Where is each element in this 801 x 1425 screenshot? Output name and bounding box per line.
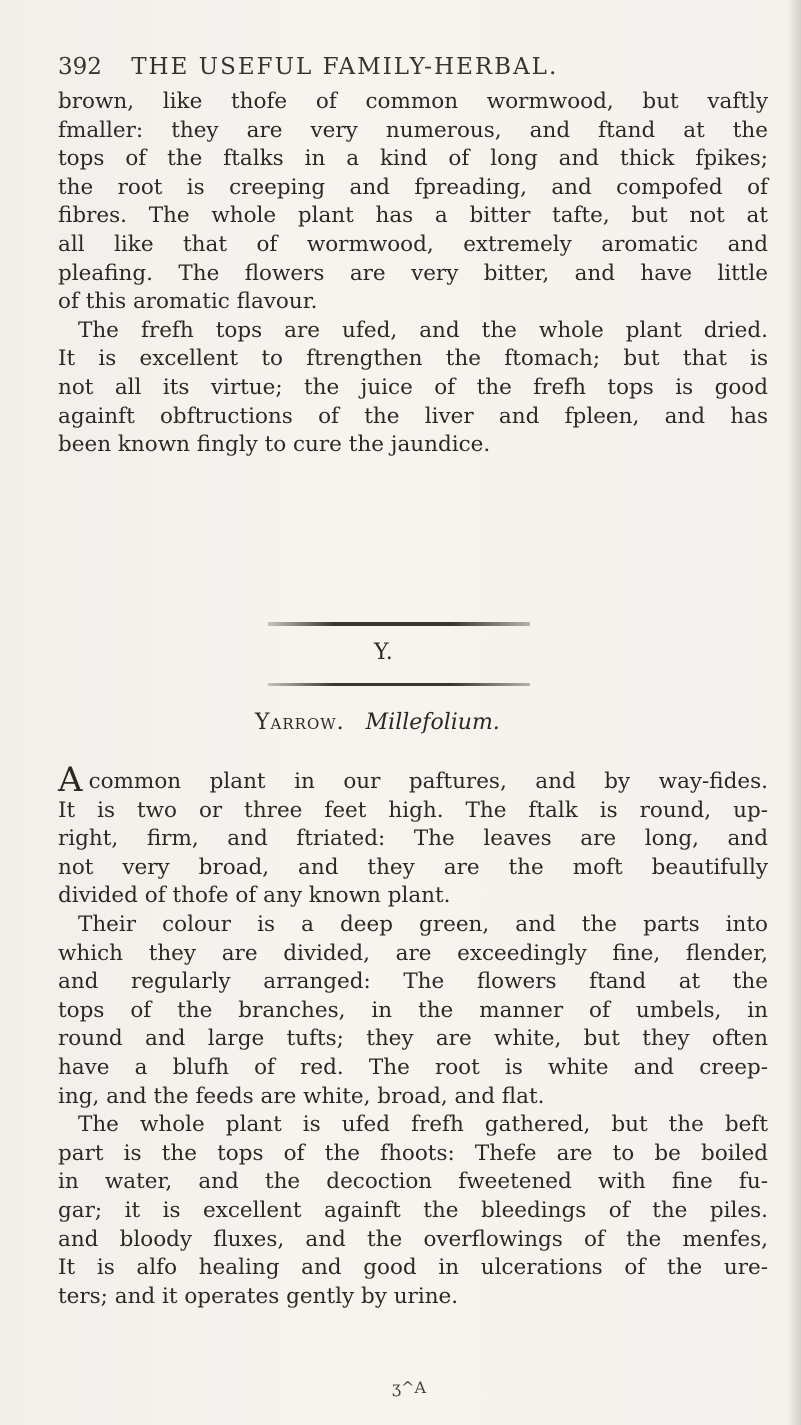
text-line: and bloody fluxes, and the overflowings of the menfes, [58,1226,768,1252]
text-line: Their colour is a deep green, and the parts into [78,911,768,937]
text-line: pleafing. The flowers are very bitter, and have little [58,260,768,286]
yarrow-entry-text [58,760,768,1311]
ornamental-rule-bottom [268,683,530,686]
text-line: divided of thofe of any known plant. [58,883,451,909]
text-line: of this aromatic flavour. [58,289,318,315]
text-line: fmaller: they are very numerous, and ftand at the [58,117,768,143]
text-line: fibres. The whole plant has a bitter tafte, but not at [58,203,768,229]
text-line: round and large tufts; they are white, but they often [58,1026,768,1052]
text-line: It is two or three feet high. The ftalk is round, up- [58,797,768,823]
text-line: ters; and it operates gently by urine. [58,1283,459,1309]
text-line: The whole plant is ufed frefh gathered, but the beft [78,1112,768,1138]
running-header [58,54,758,80]
running-title: THE USEFUL FAMILY-HERBAL. [131,54,559,80]
text-line: The frefh tops are ufed, and the whole plant dried. [78,317,768,343]
text-line [58,760,768,800]
text-line: have a blufh of red. The root is white and creep- [58,1054,768,1080]
text-line: ing, and the feeds are white, broad, and flat. [58,1083,545,1109]
previous-entry-text [58,88,768,460]
entry-heading [255,710,500,735]
text-line: not all its virtue; the juice of the frefh tops is good [58,374,768,400]
text-line: right, firm, and ftriated: The leaves are long, and [58,826,768,852]
text-line: tops of the ftalks in a kind of long and thick fpikes; [58,146,768,172]
page-number: 392 [58,54,102,80]
text-line: the root is creeping and fpreading, and compofed of [58,174,768,200]
text-line: all like that of wormwood, extremely aromatic and [58,231,768,257]
text-line: which they are divided, are exceedingly fine, flender, [58,940,768,966]
ornamental-rule-top [268,622,530,626]
text-line: brown, like thofe of common wormwood, but vaftly [58,89,768,114]
text-line: tops of the branches, in the manner of umbels, in [58,997,768,1023]
drop-capital: A [58,760,83,800]
text-line-content: common plant in our paftures, and by way-fides. [88,769,768,794]
section-letter: Y. [374,640,393,665]
entry-latin-name: Millefolium. [365,710,500,735]
text-line: not very broad, and they are the moft beautifully [58,854,768,880]
text-line: gar; it is excellent againft the bleedings of the piles. [58,1197,768,1223]
text-line: It is excellent to ftrengthen the ftomach; but that is [58,346,768,372]
entry-name: Yarrow. [255,710,345,735]
text-line: It is alfo healing and good in ulcerations of the ure- [58,1255,768,1281]
text-line: been known fingly to cure the jaundice. [58,432,491,458]
text-line: in water, and the decoction fweetened with fine fu- [58,1169,768,1195]
text-line: part is the tops of the fhoots: Thefe are to be boiled [58,1140,768,1166]
page-edge-shadow [787,0,801,1425]
text-line: againft obftructions of the liver and fpleen, and has [58,403,768,429]
signature-mark: ʒ^A [392,1378,426,1397]
text-line: and regularly arranged: The flowers ftand at the [58,969,768,995]
